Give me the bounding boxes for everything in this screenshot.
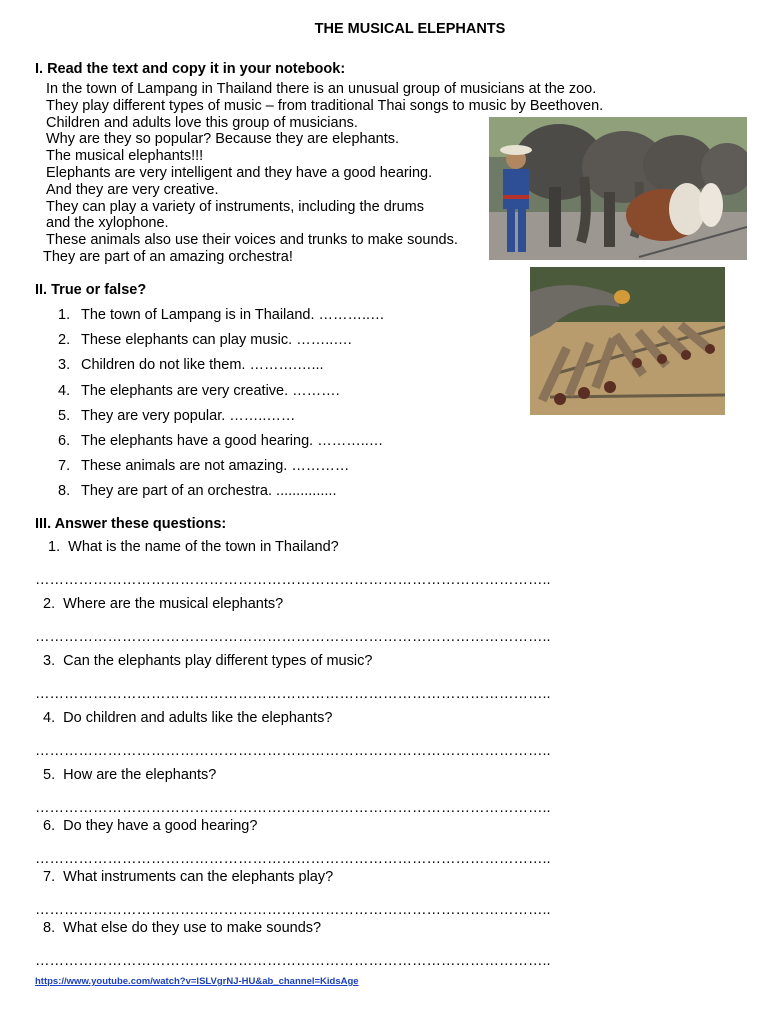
answer-line[interactable]: …………………………………………………………………………………………….. xyxy=(35,800,551,816)
item-text: They are part of an orchestra. ............... xyxy=(81,483,337,500)
question-number: 5. xyxy=(43,767,56,783)
question xyxy=(43,868,595,886)
item-number: 1. xyxy=(58,307,71,323)
question xyxy=(48,538,595,556)
reading-line: and the xylophone. xyxy=(46,215,169,232)
question-number: 7. xyxy=(43,869,56,885)
question xyxy=(43,595,595,613)
item-number: 8. xyxy=(58,483,71,500)
question-number: 1. xyxy=(48,539,61,555)
reading-line: The musical elephants!!! xyxy=(46,148,204,165)
true-false-list xyxy=(58,306,385,508)
elephant-xylophone-photo xyxy=(530,267,725,415)
question-text: What else do they use to make sounds? xyxy=(63,920,322,936)
reading-line: They play different types of music – from traditional Thai songs to music by Beethoven. xyxy=(46,97,604,114)
reading-line: These animals also use their voices and trunks to make sounds. xyxy=(46,232,458,249)
answer-line[interactable]: …………………………………………………………………………………………….. xyxy=(35,629,551,645)
item-number: 6. xyxy=(58,432,71,449)
list-item xyxy=(58,306,385,331)
list-item xyxy=(58,331,385,356)
answer-line[interactable]: …………………………………………………………………………………………….. xyxy=(35,686,551,702)
question-text: Can the elephants play different types of music? xyxy=(63,653,373,669)
question-text: What is the name of the town in Thailand? xyxy=(68,539,339,555)
item-text: They are very popular. ……..…… xyxy=(81,407,296,424)
list-item xyxy=(58,382,385,407)
list-item xyxy=(58,457,385,482)
answer-line[interactable]: …………………………………………………………………………………………….. xyxy=(35,953,551,969)
section-2-heading: II. True or false? xyxy=(35,282,147,298)
questions-list xyxy=(35,538,595,970)
question xyxy=(43,766,595,784)
list-item xyxy=(58,482,385,507)
item-number: 2. xyxy=(58,332,71,349)
reading-line: They can play a variety of instruments, including the drums xyxy=(46,198,424,215)
question-text: What instruments can the elephants play? xyxy=(63,869,334,885)
reading-line: In the town of Lampang in Thailand there is an unusual group of musicians at the zoo. xyxy=(46,81,597,97)
list-item xyxy=(58,356,385,381)
item-number: 4. xyxy=(58,382,71,399)
question xyxy=(43,919,595,937)
item-text: Children do not like them. ……….…... xyxy=(81,357,324,374)
question xyxy=(43,817,595,835)
item-text: The town of Lampang is in Thailand. ………..… xyxy=(81,307,385,323)
question-text: Do children and adults like the elephants? xyxy=(63,710,333,726)
question-text: How are the elephants? xyxy=(63,767,217,783)
section-1-heading: I. Read the text and copy it in your notebook: xyxy=(35,61,346,77)
item-number: 5. xyxy=(58,407,71,424)
item-text: These elephants can play music. ……..…. xyxy=(81,332,352,349)
list-item xyxy=(58,407,385,432)
item-number: 3. xyxy=(58,357,71,374)
list-item xyxy=(58,432,385,457)
question xyxy=(43,652,595,670)
reading-line: And they are very creative. xyxy=(46,181,219,198)
question-number: 2. xyxy=(43,596,56,612)
video-link[interactable]: https://www.youtube.com/watch?v=lSLVgrNJ-HU&ab_channel=KidsAge xyxy=(35,976,359,987)
item-text: These animals are not amazing. ………… xyxy=(81,458,350,475)
item-text: The elephants are very creative. ………. xyxy=(81,382,340,399)
question-number: 4. xyxy=(43,710,56,726)
answer-line[interactable]: …………………………………………………………………………………………….. xyxy=(35,743,551,759)
question-number: 3. xyxy=(43,653,56,669)
question xyxy=(43,709,595,727)
question-text: Where are the musical elephants? xyxy=(63,596,284,612)
question-number: 6. xyxy=(43,818,56,834)
reading-line: Elephants are very intelligent and they have a good hearing. xyxy=(46,164,433,181)
elephant-drums-photo xyxy=(489,117,747,260)
answer-line[interactable]: …………………………………………………………………………………………….. xyxy=(35,851,551,867)
answer-line[interactable]: …………………………………………………………………………………………….. xyxy=(35,572,551,588)
section-3-heading: III. Answer these questions: xyxy=(35,516,227,532)
answer-line[interactable]: …………………………………………………………………………………………….. xyxy=(35,902,551,918)
page-title: THE MUSICAL ELEPHANTS xyxy=(314,21,506,37)
question-number: 8. xyxy=(43,920,56,936)
reading-line: Why are they so popular? Because they are elephants. xyxy=(46,131,400,148)
item-number: 7. xyxy=(58,458,71,475)
reading-line: They are part of an amazing orchestra! xyxy=(43,248,293,265)
question-text: Do they have a good hearing? xyxy=(63,818,258,834)
reading-line: Children and adults love this group of musicians. xyxy=(46,114,358,131)
item-text: The elephants have a good hearing. ………..… xyxy=(81,432,384,449)
